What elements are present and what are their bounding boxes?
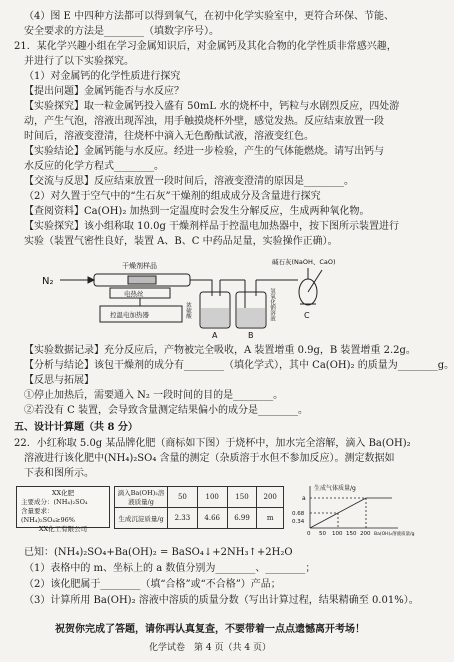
bottle-b-reagent: 氢氧化钠溶液: [269, 288, 275, 321]
graph-title: 生成气体质量/g: [314, 485, 356, 492]
text-line: （1）对金属钙的化学性质进行探究: [24, 71, 181, 82]
x-tick: 50: [319, 531, 326, 537]
question-22-line: 22．小红称取 5.0g 某品牌化肥（商标如下图）于烧杯中，加水完全溶解，滴入 Ba(OH)₂: [14, 438, 411, 449]
label-c: C: [304, 311, 310, 320]
text-line: （1）表格中的 m、坐标上的 a 数值分别为________、________；: [24, 563, 316, 574]
text-line: （2）该化肥属于________（填“合格”或“不合格”）产品；: [24, 579, 281, 590]
text-line: （4）图 E 中四种方法都可以得到氧气，在初中化学实验室中，更符合环保、节能、: [24, 11, 395, 22]
fertilizer-label: [16, 486, 110, 533]
data-table: [114, 486, 284, 529]
y-tick: 0.68: [292, 511, 305, 517]
y-tick: 0.34: [292, 519, 305, 525]
label-brand: XX化肥: [51, 489, 75, 497]
text-line: 时间后，溶液变澄清，往烧杯中滴入无色酚酞试液，溶液变红色。: [24, 131, 314, 142]
table-header: 滴入Ba(OH)₂溶液质量/g: [115, 487, 168, 508]
table-row: [115, 487, 284, 508]
bottle-a-reagent: 浓硫酸: [185, 302, 191, 319]
closing-message: 祝贺你完成了答题，请你再认真复查，不要带着一点点遗憾离开考场！: [55, 624, 365, 635]
text-line: 并进行了以下实验探究。: [24, 56, 134, 67]
soda-lime-label: 碱石灰(NaOH、CaO): [272, 258, 336, 266]
text-line: 【分析与结论】该包干燥剂的成分有________（填化学式），其中 Ca(OH)₂ 的质量为________g。: [24, 360, 454, 371]
text-line: 【实验数据记录】充分反应后，产物被完全吸收，A 装置增重 0.9g，B 装置增重 2.2g。: [24, 345, 416, 356]
text-line: 【交流与反思】反应结束放置一段时间后，溶液变澄清的原因是________。: [24, 176, 354, 187]
text-line: 下表和图所示。: [24, 468, 94, 479]
page-footer: 化学试卷 第 4 页（共 4 页）: [149, 643, 271, 653]
x-tick: 0: [307, 531, 311, 537]
apparatus-diagram: [40, 252, 380, 340]
text-line: （3）计算所用 Ba(OH)₂ 溶液中溶质的质量分数（写出计算过程，结果精确至 0.01%）。: [24, 595, 419, 606]
x-tick: 100: [332, 531, 343, 537]
text-line: 【实验探究】该小组称取 10.0g 干燥剂样品于控温电加热器中，按下图所示装置进行: [24, 221, 400, 232]
text-line: ①停止加热后，需要通入 N₂ 一段时间的目的是________。: [24, 390, 284, 401]
table-row: [115, 508, 284, 529]
x-tick: 150: [346, 531, 357, 537]
sample-label: 干燥剂样品: [122, 262, 157, 270]
table-cell: 6.99: [227, 508, 257, 529]
text-line: 【提出问题】金属钙能否与水反应？: [24, 86, 184, 97]
label-company: XX化工有限公司: [38, 525, 88, 533]
text-line: 【实验结论】金属钙能与水反应。经进一步检验，产生的气体能燃烧。请写出钙与: [24, 146, 384, 157]
label-a: A: [212, 331, 218, 340]
table-cell: 50: [168, 487, 198, 508]
label-requirement: 含量要求：(NH₄)₂SO₄≥96%: [21, 507, 75, 524]
text-line: 【实验探究】取一粒金属钙投入盛有 50mL 水的烧杯中，钙粒与水剧烈反应，四处游: [24, 101, 400, 112]
text-line: 已知：(NH₄)₂SO₄+Ba(OH)₂ = BaSO₄↓+2NH₃↑+2H₂O: [24, 547, 293, 558]
label-component: 主要成分：(NH₄)₂SO₄: [21, 498, 88, 506]
text-line: ②若没有 C 装置，会导致含量测定结果偏小的成分是________。: [24, 405, 309, 416]
table-header: 生成沉淀质量/g: [115, 508, 168, 529]
text-line: 【反思与拓展】: [24, 375, 94, 386]
heater-wire-label: 电热丝: [124, 290, 144, 298]
y-tick: a: [302, 495, 306, 502]
table-cell: m: [257, 508, 284, 529]
text-line: （2）对久置于空气中的“生石灰”干燥剂的组成成分及含量进行探究: [24, 191, 321, 202]
n2-label: N₂: [42, 276, 54, 287]
text-line: 溶液进行该化肥中(NH₄)₂SO₄ 含量的测定（杂质溶于水但不参加反应）。测定数据如: [24, 453, 395, 464]
table-cell: 4.66: [197, 508, 227, 529]
text-line: 动，产生气泡，溶液出现浑浊，用手触摸烧杯外壁，感觉发热。反应结束放置一段: [24, 116, 384, 127]
text-line: 【查阅资料】Ca(OH)₂ 加热到一定温度时会发生分解反应，生成两种氧化物。: [24, 206, 370, 217]
text-line: 实验（装置气密性良好，装置 A、B、C 中药品足量，实验操作正确）。: [24, 236, 338, 247]
table-cell: 150: [227, 487, 257, 508]
x-axis-label: Ba(OH)₂溶液质量/g: [374, 532, 415, 537]
heater-box-label: 控温电加热器: [110, 311, 149, 319]
text-line: 安全要求的方法是________（填数字序号）。: [24, 26, 219, 37]
table-cell: 2.33: [168, 508, 198, 529]
table-cell: 100: [197, 487, 227, 508]
section-5-title: 五、设计计算题（共 8 分）: [14, 422, 138, 433]
gas-mass-graph: [288, 482, 414, 538]
x-tick: 200: [360, 531, 371, 537]
text-line: 水反应的化学方程式________。: [24, 161, 164, 172]
label-b: B: [248, 331, 254, 340]
table-cell: 200: [257, 487, 284, 508]
question-21-line: 21．某化学兴趣小组在学习金属知识后，对金属钙及其化合物的化学性质非常感兴趣，: [14, 41, 397, 52]
